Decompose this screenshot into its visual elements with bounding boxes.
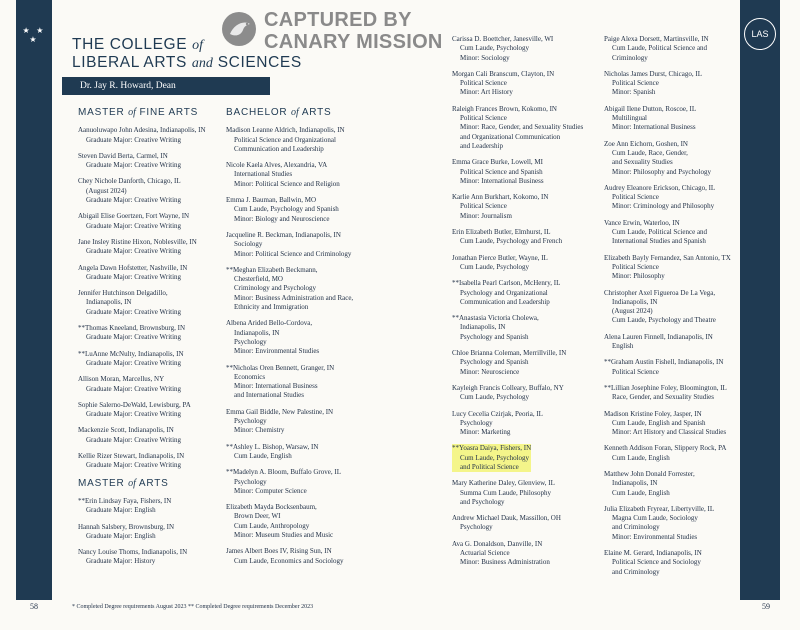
graduate-name: **LuAnne McNulty, Indianapolis, IN [78,349,184,358]
graduate-detail: International Studies and Spanish [612,237,706,246]
graduate-entry [604,254,754,282]
graduate-detail: Political Science [460,114,507,123]
graduate-name: Jane Insley Ristine Hixon, Noblesville, IN [78,237,197,246]
graduate-entry [452,384,602,403]
graduate-detail: Graduate Major: Creative Writing [86,196,182,205]
graduate-detail: Summa Cum Laude, Philosophy [460,488,551,497]
college-title-part: SCIENCES [217,54,302,71]
graduate-entry [226,468,376,496]
graduate-detail: Minor: Biology and Neuroscience [234,214,330,223]
graduate-detail: Indianapolis, IN [86,298,132,307]
graduate-name: **Meghan Elizabeth Beckmann, [226,265,318,274]
graduate-entry [78,289,228,317]
graduate-name: Andrew Michael Dauk, Massillon, OH [452,514,561,523]
graduate-name: Emma Grace Burke, Lowell, MI [452,158,543,167]
graduate-detail: and Sexuality Studies [612,158,673,167]
column-ba-1 [226,108,376,573]
graduate-detail: Cum Laude, Psychology and Spanish [234,205,339,214]
graduate-detail: Cum Laude, Anthropology [234,521,310,530]
graduate-entry [604,549,754,577]
graduate-detail: Minor: Business Administration [460,558,550,567]
graduate-detail: Magna Cum Laude, Sociology [612,514,698,523]
graduate-name: **Thomas Kneeland, Brownsburg, IN [78,324,185,333]
college-title-part: THE COLLEGE [72,36,188,53]
graduate-name: **Ashley L. Bishop, Warsaw, IN [226,442,319,451]
graduate-entry [452,349,602,377]
graduate-detail: Minor: Computer Science [234,486,307,495]
graduate-detail: Psychology [234,417,267,426]
graduate-name: Nicholas James Durst, Chicago, IL [604,69,702,78]
graduate-entry [226,408,376,436]
graduate-detail: Cum Laude, Political Science and [612,44,708,53]
graduate-name: Kellie Rizer Stewart, Indianapolis, IN [78,452,185,461]
graduate-entry [78,426,228,445]
column-ba-2 [452,35,602,575]
graduate-detail: Minor: Philosophy and Psychology [612,167,711,176]
section-title-mfa: MASTER of FINE ARTS [78,107,199,118]
graduate-name: Madison Leanne Aldrich, Indianapolis, IN [226,126,345,135]
watermark-line-2: CANARY MISSION [264,31,443,53]
graduate-entry [604,105,754,133]
graduate-entry [78,212,228,231]
graduate-detail: and Political Science [460,462,519,471]
graduate-name: Ava G. Donaldson, Danville, IN [452,539,543,548]
graduate-entry [452,314,602,342]
graduate-detail: Psychology [234,477,267,486]
graduate-detail: Graduate Major: History [86,557,156,566]
graduate-entry [78,324,228,343]
graduate-detail: Graduate Major: Creative Writing [86,221,182,230]
graduate-detail: Criminology [612,53,648,62]
graduate-entry [452,70,602,98]
graduate-detail: Sociology [234,240,263,249]
graduate-entry [604,140,754,177]
graduate-entry [226,547,376,566]
graduate-detail: Psychology [234,337,267,346]
graduate-name: Zoe Ann Eichorn, Goshen, IN [604,139,688,148]
graduate-name: Karlie Ann Burkhart, Kokomo, IN [452,193,549,202]
graduate-name: **Erin Lindsay Faya, Fishers, IN [78,496,172,505]
graduate-detail: Criminology and Psychology [234,284,317,293]
graduate-entry [604,184,754,212]
graduate-name: Emma J. Bauman, Ballwin, MO [226,196,317,205]
watermark-line-1: CAPTURED BY [264,9,412,31]
graduate-detail: Political Science [612,367,659,376]
las-badge: LAS [744,18,776,50]
graduate-detail: and Leadership [460,141,503,150]
graduate-entry [226,319,376,356]
graduate-detail: Graduate Major: Creative Writing [86,410,182,419]
left-ribbon [16,0,52,600]
column-ba-3 [604,35,754,584]
ba-list-1 [226,126,376,566]
page-number-left: 58 [30,602,38,611]
graduate-detail: Minor: Chemistry [234,426,285,435]
graduate-detail: Cum Laude, English [612,488,670,497]
graduate-detail: Political Science [460,202,507,211]
graduate-detail: Indianapolis, IN [612,479,658,488]
graduate-name: Julia Elizabeth Fryrear, Libertyville, IL [604,504,715,513]
graduate-entry [78,401,228,420]
graduate-name: Sophie Salerno-DeWald, Lewisburg, PA [78,400,191,409]
graduate-entry [604,410,754,438]
graduate-entry [78,452,228,471]
graduate-detail: Minor: Marketing [460,428,511,437]
graduate-name: Abigail Ilene Dutton, Roscoe, IL [604,104,697,113]
section-title-ba: BACHELOR of ARTS [226,107,332,118]
graduate-detail: Political Science and Organizational [234,135,336,144]
college-title-part: LIBERAL ARTS [72,54,187,71]
graduate-entry [226,161,376,189]
graduate-detail: Cum Laude, Psychology [460,393,530,402]
graduate-detail: Minor: Art History [460,88,513,97]
college-title-part: of [192,38,203,53]
graduate-detail: Graduate Major: Creative Writing [86,333,182,342]
graduate-name: Paige Alexa Dorsett, Martinsville, IN [604,35,709,43]
graduate-detail: Minor: Environmental Studies [612,532,698,541]
graduate-entry [226,231,376,259]
graduate-detail: Graduate Major: Creative Writing [86,161,182,170]
graduate-entry [226,364,376,401]
graduate-detail: Minor: Environmental Studies [234,347,320,356]
graduate-detail: and International Studies [234,391,304,400]
graduate-entry [604,333,754,352]
graduate-detail: Psychology and Spanish [460,358,529,367]
graduate-detail: Graduate Major: English [86,531,156,540]
graduate-name: Elaine M. Gerard, Indianapolis, IN [604,549,702,558]
graduate-entry [452,35,602,63]
graduate-name: **Yoasra Daiya, Fishers, IN [452,444,532,453]
graduate-name: **Lillian Josephine Foley, Bloomington, IL [604,383,727,392]
graduate-entry [452,193,602,221]
graduate-name: Mackenzie Scott, Indianapolis, IN [78,426,174,435]
graduate-entry [78,238,228,257]
graduate-detail: Cum Laude, Psychology [460,44,530,53]
graduate-detail: and Criminology [612,567,660,576]
graduate-detail: Minor: Neuroscience [460,367,520,376]
graduate-name: Elizabeth Bayly Fernandez, San Antonio, TX [604,253,731,262]
graduate-detail: Cum Laude, Psychology and French [460,237,563,246]
graduate-name: Lucy Cecelia Czirjak, Peoria, IL [452,409,543,418]
graduate-name: Madison Kristine Foley, Jasper, IN [604,409,702,418]
graduate-entry [604,384,754,403]
graduate-detail: Cum Laude, English [612,453,670,462]
graduate-detail: Cum Laude, English [234,451,292,460]
graduate-detail: Minor: International Business [460,176,544,185]
graduate-name: Chey Nichole Danforth, Chicago, IL [78,177,181,186]
graduate-detail: Indianapolis, IN [612,297,658,306]
graduate-entry [452,158,602,186]
graduate-detail: Cum Laude, Economics and Sociology [234,556,344,565]
graduate-detail: Minor: Criminology and Philosophy [612,202,715,211]
graduate-name: Aanuoluwapo John Adesina, Indianapolis, IN [78,126,206,135]
stars-decoration: ★ ★ ★ [22,26,46,44]
graduate-detail: Communication and Leadership [234,144,324,153]
graduate-name: Kenneth Addison Foran, Slippery Rock, PA [604,444,727,453]
graduate-detail: Graduate Major: Creative Writing [86,247,182,256]
graduate-detail: Minor: Business Administration and Race, [234,293,354,302]
graduate-detail: Actuarial Science [460,549,510,558]
graduate-detail: Multilingual [612,114,647,123]
graduate-detail: (August 2024) [612,307,653,316]
graduate-name: Carissa D. Boettcher, Janesville, WI [452,35,554,43]
graduate-name: Morgan Cali Branscum, Clayton, IN [452,69,555,78]
graduate-entry [78,548,228,567]
graduate-detail: Minor: Philosophy [612,272,665,281]
graduate-entry [226,443,376,462]
graduate-detail: Chesterfield, MO [234,275,283,284]
graduate-detail: Economics [234,372,266,381]
graduate-entry [452,228,602,247]
graduate-name: James Albert Boes IV, Rising Sun, IN [226,547,332,556]
graduate-name: Nancy Louise Thoms, Indianapolis, IN [78,548,188,557]
graduate-name: Matthew John Donald Forrester, [604,469,695,478]
graduate-detail: Minor: Museum Studies and Music [234,530,334,539]
graduate-detail: Political Science [612,262,659,271]
graduate-detail: Indianapolis, IN [460,323,506,332]
graduate-detail: Graduate Major: Creative Writing [86,435,182,444]
graduate-detail: and Organizational Communication [460,132,561,141]
graduate-name: Audrey Eleanore Erickson, Chicago, IL [604,183,716,192]
graduate-name: Jonathan Pierce Butler, Wayne, IL [452,253,548,262]
graduate-detail: Cum Laude, English and Spanish [612,418,706,427]
graduate-detail: Race, Gender, and Sexuality Studies [612,393,714,402]
page-number-right: 59 [762,602,770,611]
graduate-name: Steven David Berta, Carmel, IN [78,151,168,160]
graduate-name: Hannah Salsbery, Brownsburg, IN [78,522,175,531]
footnote: * Completed Degree requirements August 2023 ** Completed Degree requirements December 2023 [72,604,314,610]
graduate-detail: Political Science [460,79,507,88]
college-title-part: and [191,56,213,71]
college-title [72,36,302,72]
graduate-detail: Psychology and Spanish [460,332,529,341]
graduate-name: Alena Lauren Finnell, Indianapolis, IN [604,332,713,341]
graduate-detail: Cum Laude, Race, Gender, [612,148,688,157]
graduate-name: Angela Dawn Hofstetter, Nashville, IN [78,263,188,272]
graduate-detail: Graduate Major: Creative Writing [86,461,182,470]
graduate-detail: Cum Laude, Psychology [460,262,530,271]
graduate-entry [78,375,228,394]
graduate-detail: Psychology [460,523,493,532]
graduate-entry [226,503,376,540]
graduate-entry [604,505,754,542]
graduate-entry [604,70,754,98]
graduate-detail: Cum Laude, Psychology [460,453,530,462]
graduate-detail: Political Science and Spanish [460,167,543,176]
graduate-name: Emma Gail Biddle, New Palestine, IN [226,407,334,416]
graduate-entry [226,266,376,312]
ba-list-2 [452,35,602,568]
graduate-entry [452,105,602,151]
graduate-detail: English [612,342,634,351]
graduate-detail: Political Science and Sociology [612,558,701,567]
graduate-detail: Minor: International Business [234,382,318,391]
graduate-entry [452,479,602,507]
graduate-entry [452,410,602,438]
graduate-detail: Graduate Major: Creative Writing [86,135,182,144]
graduate-name: Vance Erwin, Waterloo, IN [604,218,680,227]
graduate-detail: Indianapolis, IN [234,328,280,337]
graduate-detail: Minor: Sociology [460,53,510,62]
graduate-name: **Graham Austin Fishell, Indianapolis, IN [604,358,724,367]
graduate-entry [452,279,602,307]
graduate-entry [78,264,228,283]
graduate-entry [604,219,754,247]
graduate-entry [78,350,228,369]
graduate-detail: Minor: Race, Gender, and Sexuality Studies [460,123,584,132]
graduate-name: Allison Moran, Marcellus, NY [78,375,165,384]
graduate-detail: Graduate Major: English [86,506,156,515]
graduate-detail: Graduate Major: Creative Writing [86,358,182,367]
graduate-detail: (August 2024) [86,186,127,195]
graduate-name: **Isabella Pearl Carlson, McHenry, IL [452,279,561,288]
graduate-detail: Minor: Journalism [460,211,512,220]
graduate-name: Erin Elizabeth Butler, Elmhurst, IL [452,228,551,237]
graduate-entry [78,126,228,145]
graduate-entry [78,523,228,542]
graduate-entry [604,35,754,63]
ma-list [78,497,228,567]
graduate-detail: Minor: Art History and Classical Studies [612,428,727,437]
graduate-entry [604,289,754,326]
graduate-name: Albena Arided Bello-Cordova, [226,319,313,328]
graduate-name: Christopher Axel Figueroa De La Vega, [604,288,716,297]
graduate-entry [78,177,228,205]
graduate-detail: Minor: Political Science and Religion [234,179,340,188]
column-masters [78,108,228,574]
graduate-name: **Nicholas Oren Bennett, Granger, IN [226,363,335,372]
graduate-detail: Minor: International Business [612,123,696,132]
graduate-detail: Graduate Major: Creative Writing [86,384,182,393]
graduate-detail: Psychology and Organizational [460,288,548,297]
graduate-entry [452,444,602,472]
graduate-entry [452,540,602,568]
graduate-detail: Political Science [612,193,659,202]
graduate-name: Chloe Brianna Coleman, Merrillville, IN [452,349,567,358]
graduate-detail: Minor: Political Science and Criminology [234,249,352,258]
graduate-entry [78,152,228,171]
graduate-name: Kayleigh Francis Colleary, Buffalo, NY [452,383,564,392]
graduate-detail: Brown Deer, WI [234,512,281,521]
graduate-entry [604,444,754,463]
graduate-detail: Political Science [612,79,659,88]
mfa-list [78,126,228,470]
graduate-entry [78,497,228,516]
graduate-detail: Communication and Leadership [460,297,550,306]
graduate-detail: Psychology [460,418,493,427]
dean-banner: Dr. Jay R. Howard, Dean [62,77,270,95]
graduate-name: **Anastasia Victoria Cholewa, [452,314,539,323]
highlight-mark [452,444,531,472]
graduate-name: Mary Katherine Daley, Glenview, IL [452,479,555,488]
graduate-name: Raleigh Frances Brown, Kokomo, IN [452,104,557,113]
graduate-entry [226,196,376,224]
graduate-detail: Cum Laude, Psychology and Theatre [612,316,716,325]
graduate-entry [452,254,602,273]
graduate-name: **Madelyn A. Bloom, Buffalo Grove, IL [226,468,341,477]
graduate-detail: and Psychology [460,497,505,506]
graduate-entry [604,470,754,498]
graduate-name: Jennifer Hutchinson Delgadillo, [78,289,168,298]
graduate-detail: Graduate Major: Creative Writing [86,307,182,316]
graduate-detail: International Studies [234,170,293,179]
ba-list-3 [604,35,754,577]
graduate-detail: Ethnicity and Immigration [234,303,309,312]
graduate-entry [226,126,376,154]
section-title-ma: MASTER of ARTS [78,477,169,489]
graduate-name: Elizabeth Mayda Bocksenbaum, [226,503,317,512]
graduate-name: Nicole Kaela Alves, Alexandria, VA [226,161,328,170]
graduate-name: Abigail Elise Goertzen, Fort Wayne, IN [78,212,190,221]
graduate-detail: and Criminology [612,523,660,532]
graduate-detail: Graduate Major: Creative Writing [86,272,182,281]
graduate-name: Jacqueline R. Beckman, Indianapolis, IN [226,230,341,239]
graduate-entry [452,514,602,533]
graduate-entry [604,358,754,377]
graduate-detail: Cum Laude, Political Science and [612,228,708,237]
graduate-detail: Minor: Spanish [612,88,656,97]
